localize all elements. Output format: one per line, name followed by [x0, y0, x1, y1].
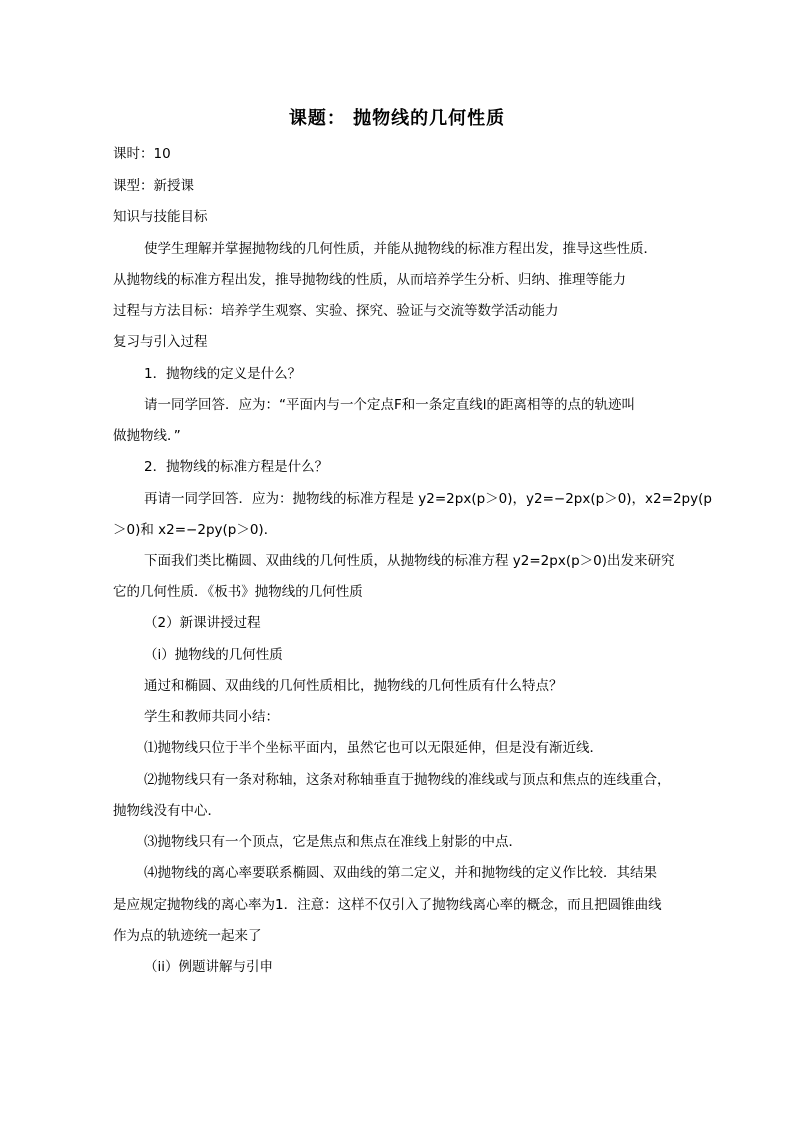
section-heading: 复习与引入过程	[113, 334, 208, 350]
paragraph-line: ⑶抛物线只有一个顶点，它是焦点和焦点在准线上射影的中点．	[144, 834, 522, 850]
paragraph-line: 请一同学回答．应为：“平面内与一个定点F和一条定直线l的距离相等的点的轨迹叫	[144, 397, 636, 413]
question-line: 2．抛物线的标准方程是什么？	[144, 459, 329, 475]
class-hours-line: 课时：10	[113, 146, 171, 162]
section-heading: （2）新课讲授过程	[144, 615, 261, 631]
paragraph-line: ⑷抛物线的离心率要联系椭圆、双曲线的第二定义，并和抛物线的定义作比较．其结果	[144, 865, 657, 881]
section-heading: （i）抛物线的几何性质	[144, 647, 283, 663]
paragraph-line: 做抛物线．”	[113, 428, 181, 444]
lesson-type-line: 课型：新授课	[113, 178, 194, 194]
paragraph-line: 使学生理解并掌握抛物线的几何性质，并能从抛物线的标准方程出发，推导这些性质．	[144, 241, 657, 257]
section-heading: 知识与技能目标	[113, 209, 208, 225]
paragraph-line: 抛物线没有中心．	[113, 803, 221, 819]
question-line: 1．抛物线的定义是什么？	[144, 366, 302, 382]
paragraph-line: 过程与方法目标：培养学生观察、实验、探究、验证与交流等数学活动能力	[113, 303, 559, 319]
paragraph-line: 从抛物线的标准方程出发，推导抛物线的性质，从而培养学生分析、归纳、推理等能力	[113, 272, 626, 288]
section-heading: （ii）例题讲解与引申	[144, 959, 274, 975]
paragraph-line: 学生和教师共同小结：	[144, 709, 279, 725]
paragraph-line: 下面我们类比椭圆、双曲线的几何性质，从抛物线的标准方程 y2=2px(p＞0)出发来研究	[144, 553, 675, 569]
paragraph-line: 它的几何性质．《板书》抛物线的几何性质	[113, 584, 363, 600]
paragraph-line: 通过和椭圆、双曲线的几何性质相比，抛物线的几何性质有什么特点？	[144, 678, 563, 694]
paragraph-line: ⑵抛物线只有一条对称轴，这条对称轴垂直于抛物线的准线或与顶点和焦点的连线重合，	[144, 772, 671, 788]
paragraph-line: ⑴抛物线只位于半个坐标平面内，虽然它也可以无限延伸，但是没有渐近线．	[144, 740, 603, 756]
paragraph-line: ＞0)和 x2=−2py(p＞0)．	[113, 522, 278, 538]
paragraph-line: 作为点的轨迹统一起来了	[113, 928, 262, 944]
document-title: 课题： 抛物线的几何性质	[288, 108, 506, 129]
paragraph-line: 再请一同学回答．应为：抛物线的标准方程是 y2=2px(p＞0)，y2=−2px(p＞0)，x2=2py(p	[144, 491, 712, 507]
paragraph-line: 是应规定抛物线的离心率为1．注意：这样不仅引入了抛物线离心率的概念，而且把圆锥曲线	[113, 897, 662, 913]
